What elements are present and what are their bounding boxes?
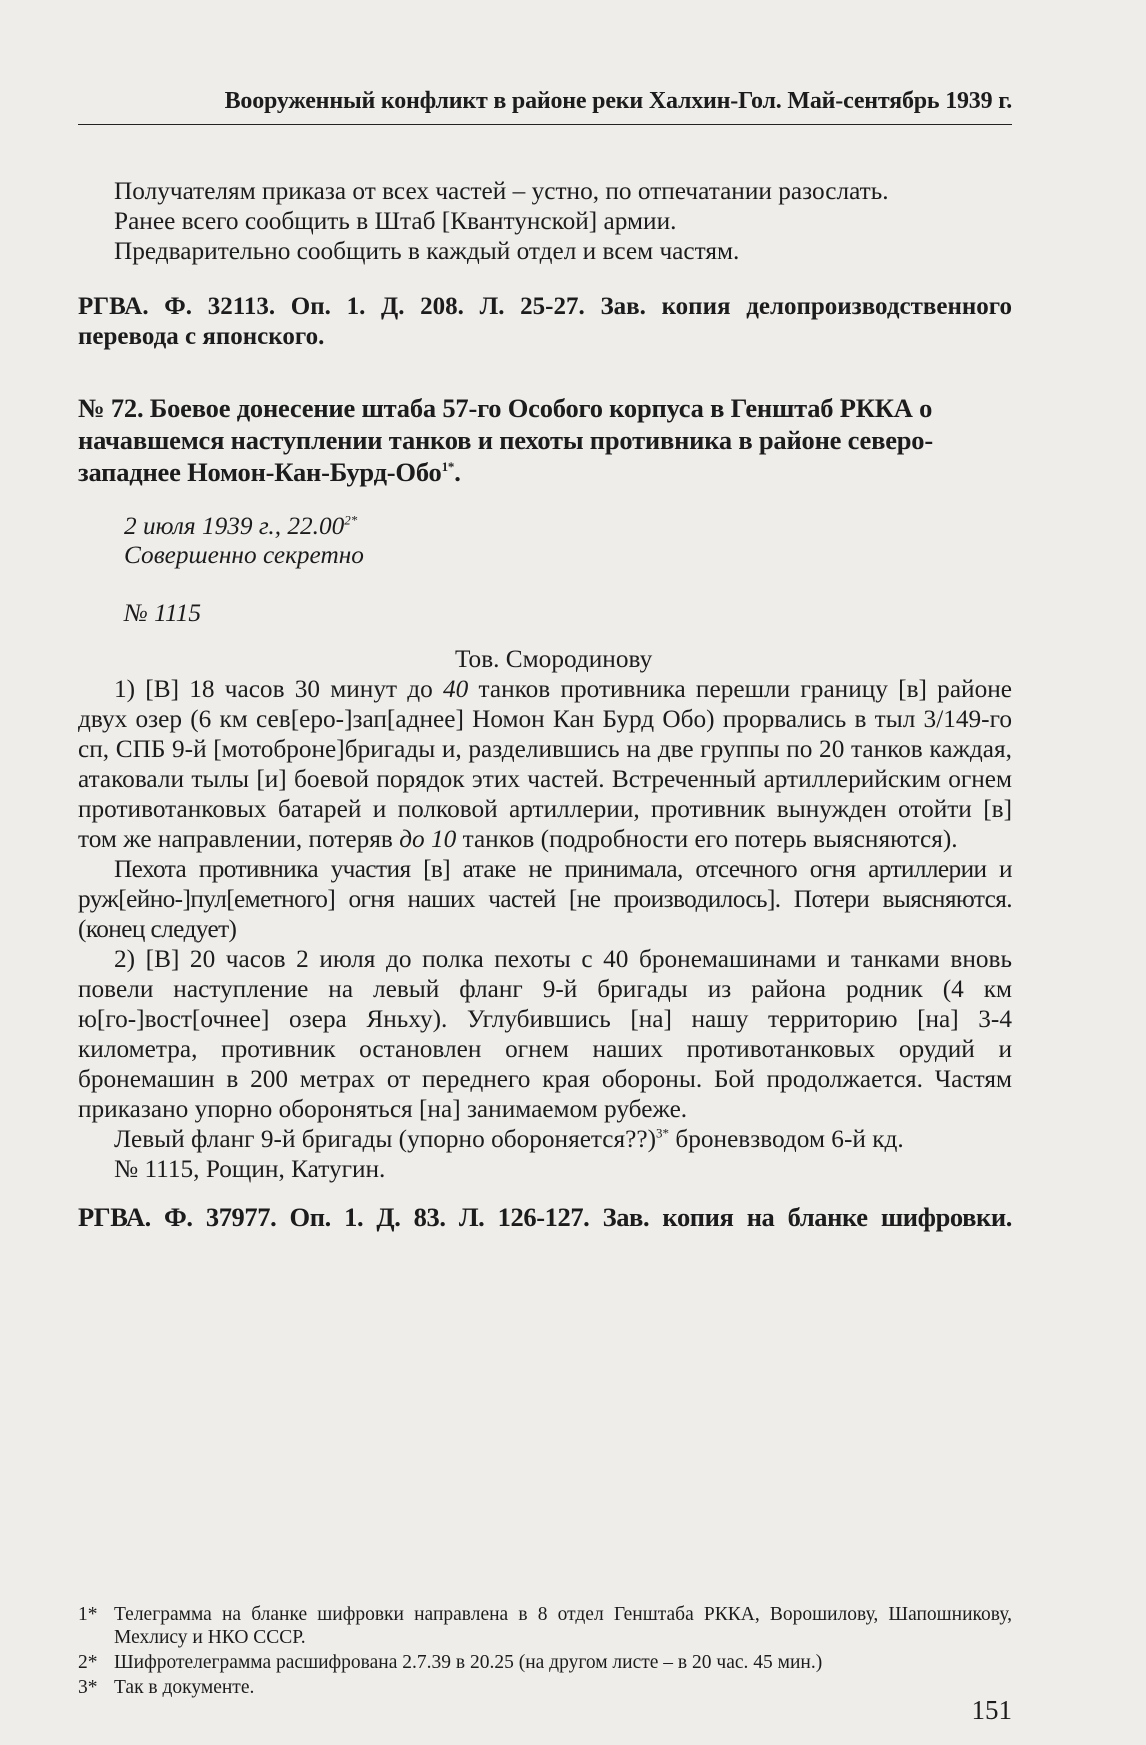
- footnote: [78, 1603, 1012, 1649]
- paragraph-4: [78, 1124, 1012, 1154]
- paragraph-1: [78, 674, 1012, 854]
- page-number: 151: [971, 1695, 1012, 1725]
- footnote-text: Шифротелеграмма расшифрована 2.7.39 в 20.25 (на другом листе – в 20 час. 45 мин.): [114, 1652, 823, 1673]
- footnotes: [78, 1603, 1012, 1701]
- document-title-end: .: [454, 457, 461, 487]
- intro-line-2: Ранее всего сообщить в Штаб [Квантунской] армии.: [114, 207, 677, 235]
- document-title: [78, 392, 1012, 488]
- intro-line-1: Получателям приказа от всех частей – устно, по отпечатании разослать.: [114, 177, 889, 205]
- para1-part-c: танков противника перешли границу [в] районе двух озер (6 км сев[еро-]зап[аднее] Номон Кан Бурд Обо) прорвались в тыл 3/149-го сп, СПБ 9-й [мотоброне]бригады и, разделившись на две группы по 20 танков каждая, атаковали тылы [и] боевой порядок этих частей. Встреченный артиллерийским огнем противотанковых батарей и полковой артиллерии, противник вынужден отойти [в] том же направлении, потеряв: [78, 675, 1012, 853]
- footnote: [78, 1651, 1012, 1674]
- footnote-ref-1: 1*: [441, 459, 455, 475]
- header-rule: [78, 124, 1012, 125]
- footnote-text: Телеграмма на бланке шифровки направлена в 8 отдел Генштаба РККА, Ворошилову, Шапошникову, Мехлису и НКО СССР.: [114, 1604, 1012, 1648]
- para4-part-a: Левый фланг 9-й бригады (упорно обороняется??): [114, 1125, 657, 1153]
- archive-source-2: РГВА. Ф. 37977. Оп. 1. Д. 83. Л. 126-127. Зав. копия на бланке шифровки.: [78, 1202, 1012, 1232]
- footnote-ref-2: 2*: [344, 512, 358, 528]
- footnote: [78, 1676, 1012, 1699]
- para1-part-b: 40: [443, 675, 469, 703]
- footnote-text: Так в документе.: [114, 1677, 255, 1698]
- addressee: Тов. Смородинову: [455, 645, 653, 673]
- footnote-mark: 2*: [78, 1652, 98, 1673]
- para1-part-a: 1) [В] 18 часов 30 минут до: [114, 675, 443, 703]
- footnote-mark: 1*: [78, 1604, 98, 1625]
- paragraph-2: Пехота противника участия [в] атаке не принимала, отсечного огня артиллерии и руж[ейно-]пул[еметного] огня наших частей [не производилось]. Потери выясняются. (конец следует): [78, 855, 1012, 943]
- document-title-text: № 72. Боевое донесение штаба 57-го Особого корпуса в Генштаб РККА о начавшемся наступлении танков и пехоты противника в районе северо-западнее Номон-Кан-Бурд-Обо: [78, 393, 933, 487]
- footnote-mark: 3*: [78, 1677, 98, 1698]
- paragraph-3: 2) [В] 20 часов 2 июля до полка пехоты с 40 бронемашинами и танками вновь повели наступление на левый фланг 9-й бригады из района родник (4 км ю[го-]вост[очнее] озера Яньху). Углубившись [на] нашу территорию [на] 3-4 километра, противник остановлен огнем наших противотанковых орудий и бронемашин в 200 метрах от переднего края обороны. Бой продолжается. Частям приказано упорно обороняться [на] занимаемом рубеже.: [78, 945, 1012, 1123]
- intro-line-3: Предварительно сообщить в каждый отдел и всем частям.: [114, 237, 740, 265]
- running-head: Вооруженный конфликт в районе реки Халхин-Гол. Май-сентябрь 1939 г.: [224, 88, 1012, 114]
- page-body: [78, 176, 1012, 1232]
- date-text: 2 июля 1939 г., 22.00: [124, 512, 345, 540]
- para4-part-b: броневзводом 6-й кд.: [669, 1125, 904, 1153]
- para1-part-d: до 10: [399, 825, 457, 853]
- date-line: [124, 512, 1012, 540]
- archive-source-1: РГВА. Ф. 32113. Оп. 1. Д. 208. Л. 25-27. Зав. копия делопроизводственного перевода с японского.: [78, 293, 1012, 350]
- document-number: № 1115: [124, 599, 202, 627]
- secrecy-stamp: Совершенно секретно: [124, 541, 364, 569]
- footnote-ref-3: 3*: [656, 1125, 670, 1141]
- signature: № 1115, Рощин, Катугин.: [114, 1155, 386, 1183]
- para1-part-e: танков (подробности его потерь выясняются).: [456, 825, 958, 853]
